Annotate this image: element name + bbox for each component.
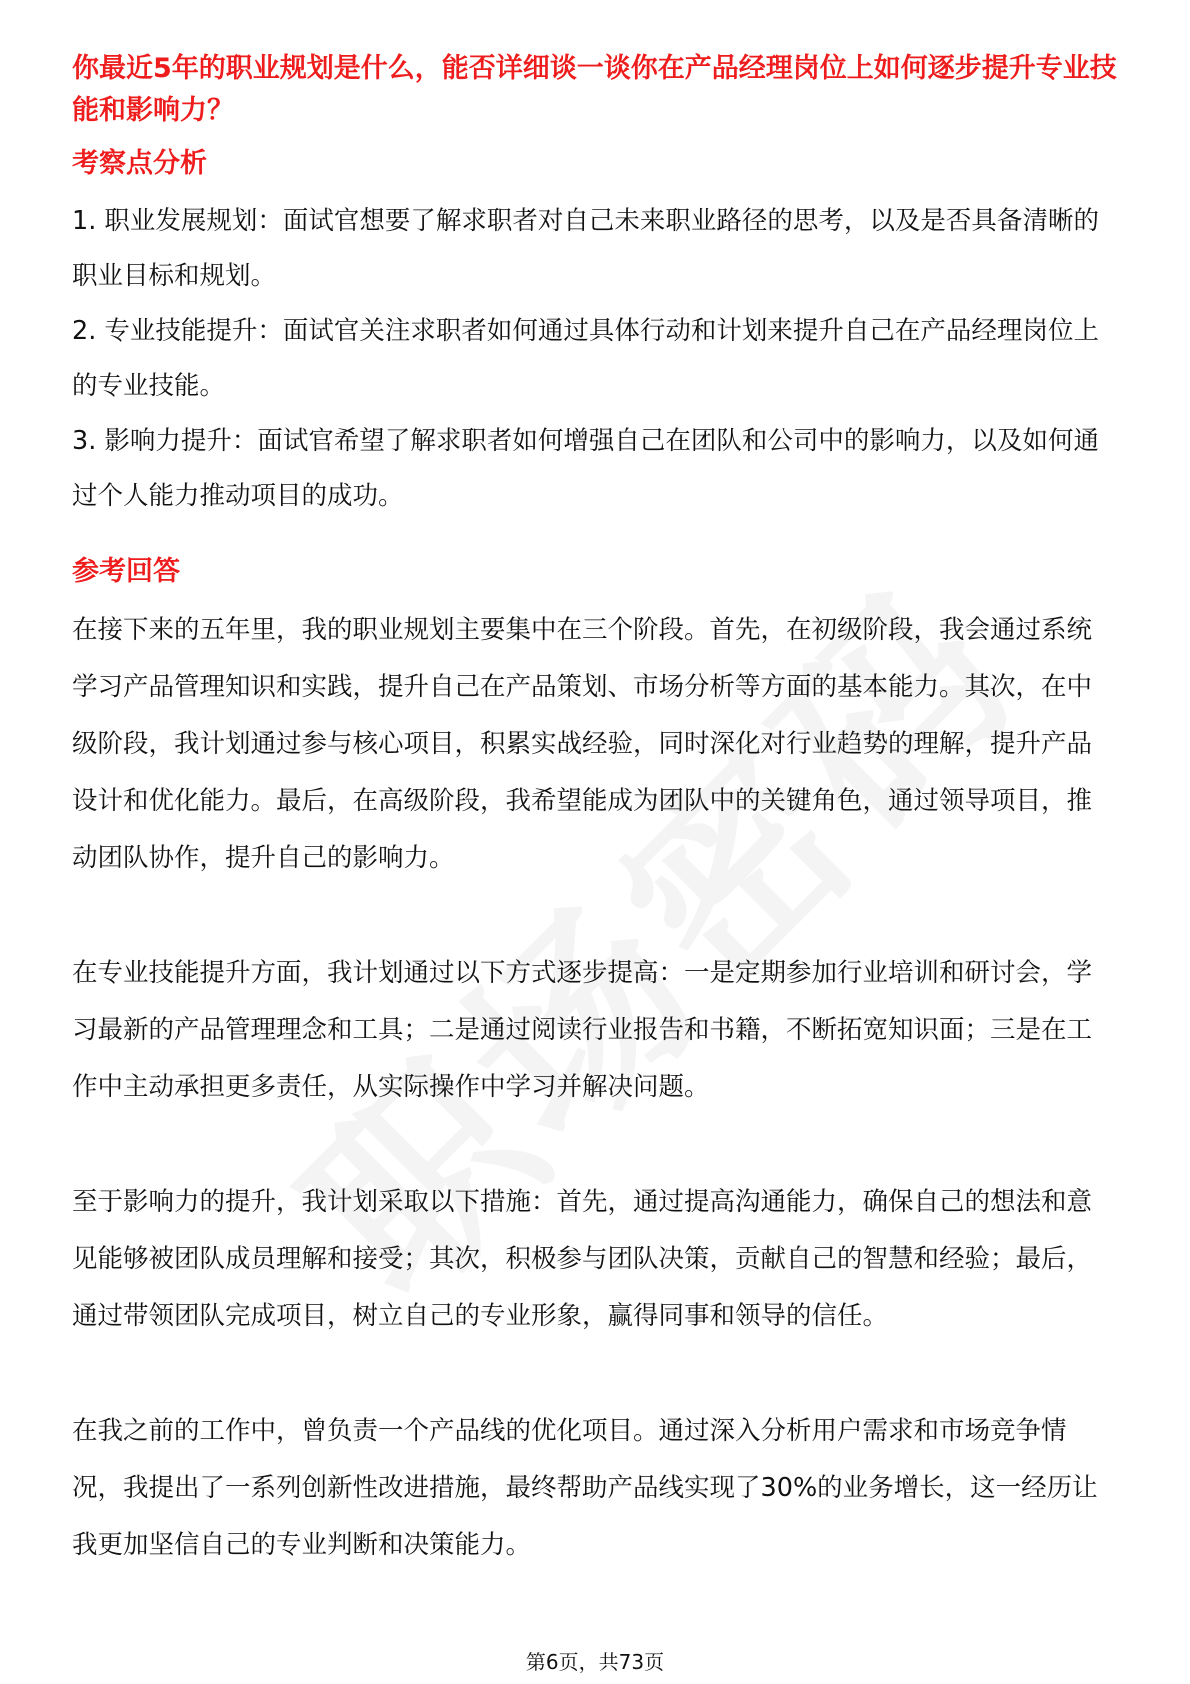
answer-body xyxy=(72,602,1117,1574)
page-number-footer: 第6页，共73页 xyxy=(525,1650,665,1674)
analysis-heading: 考察点分析 xyxy=(72,148,207,179)
page-content xyxy=(72,48,1117,1574)
answer-paragraph-4: 在我之前的工作中，曾负责一个产品线的优化项目。通过深入分析用户需求和市场竞争情况，我提出了一系列创新性改进措施，最终帮助产品线实现了30%的业务增长，这一经历让我更加坚信自己的专业判断和决策能力。 xyxy=(72,1416,1098,1560)
analysis-point-1: 1. 职业发展规划：面试官想要了解求职者对自己未来职业路径的思考，以及是否具备清晰的职业目标和规划。 xyxy=(72,206,1099,291)
analysis-points xyxy=(72,194,1117,524)
answer-paragraph-1: 在接下来的五年里，我的职业规划主要集中在三个阶段。首先，在初级阶段，我会通过系统学习产品管理知识和实践，提升自己在产品策划、市场分析等方面的基本能力。其次，在中级阶段，我计划通过参与核心项目，积累实战经验，同时深化对行业趋势的理解，提升产品设计和优化能力。最后，在高级阶段，我希望能成为团队中的关键角色，通过领导项目，推动团队协作，提升自己的影响力。 xyxy=(72,615,1093,873)
interview-question: 你最近5年的职业规划是什么，能否详细谈一谈你在产品经理岗位上如何逐步提升专业技能和影响力？ xyxy=(72,53,1117,126)
analysis-point-2: 2. 专业技能提升：面试官关注求职者如何通过具体行动和计划来提升自己在产品经理岗位上的专业技能。 xyxy=(72,316,1099,401)
analysis-point-3: 3. 影响力提升：面试官希望了解求职者如何增强自己在团队和公司中的影响力，以及如何通过个人能力推动项目的成功。 xyxy=(72,426,1099,511)
answer-paragraph-2: 在专业技能提升方面，我计划通过以下方式逐步提高：一是定期参加行业培训和研讨会，学习最新的产品管理理念和工具；二是通过阅读行业报告和书籍，不断拓宽知识面；三是在工作中主动承担更多责任，从实际操作中学习并解决问题。 xyxy=(72,958,1093,1102)
answer-paragraph-3: 至于影响力的提升，我计划采取以下措施：首先，通过提高沟通能力，确保自己的想法和意见能够被团队成员理解和接受；其次，积极参与团队决策，贡献自己的智慧和经验；最后，通过带领团队完成项目，树立自己的专业形象，赢得同事和领导的信任。 xyxy=(72,1187,1093,1331)
answer-heading: 参考回答 xyxy=(72,556,180,587)
